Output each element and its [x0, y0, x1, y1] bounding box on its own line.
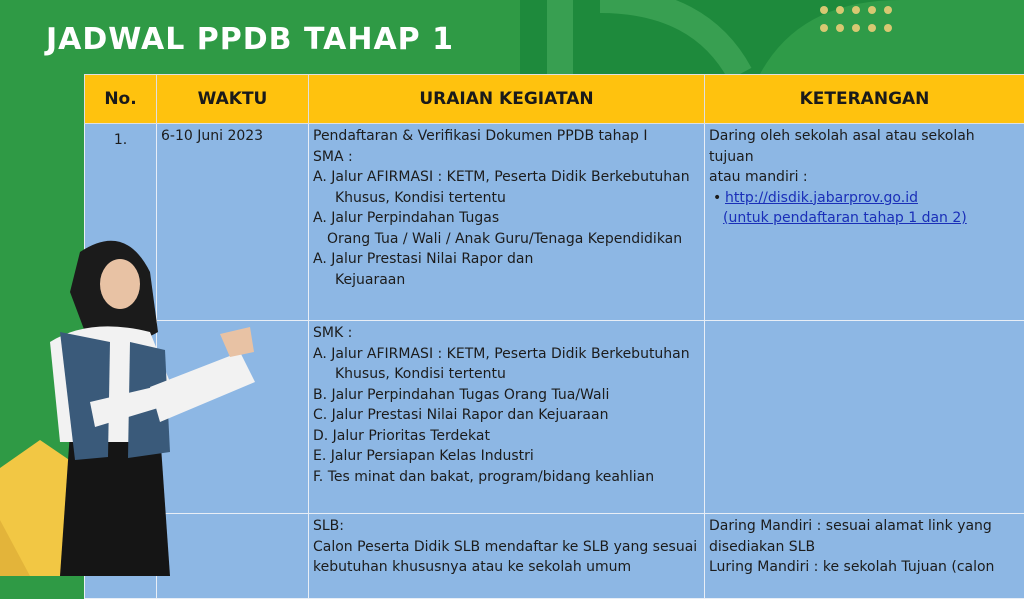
table-header-row [85, 75, 1024, 124]
row-activity [309, 514, 705, 599]
dot-pattern [820, 6, 900, 42]
note-line: atau mandiri : [709, 167, 1020, 188]
activity-line: Kejuaraan [313, 270, 700, 291]
note-line: Daring oleh sekolah asal atau sekolah tujuan [709, 126, 1020, 167]
row-date: 6-10 Juni 2023 [157, 124, 309, 321]
activity-line: E. Jalur Persiapan Kelas Industri [313, 446, 700, 467]
note-line: Daring Mandiri : sesuai alamat link yang [709, 516, 1020, 537]
row-number: 1. [85, 124, 157, 321]
activity-line: A. Jalur AFIRMASI : KETM, Peserta Didik Berkebutuhan [313, 344, 700, 365]
activity-line: A. Jalur AFIRMASI : KETM, Peserta Didik Berkebutuhan [313, 167, 700, 188]
header-waktu: WAKTU [157, 75, 309, 124]
note-line: Luring Mandiri : ke sekolah Tujuan (calon [709, 557, 1020, 578]
header-keterangan: KETERANGAN [705, 75, 1024, 124]
activity-line: Pendaftaran & Verifikasi Dokumen PPDB tahap I [313, 126, 700, 147]
activity-line: A. Jalur Prestasi Nilai Rapor dan [313, 249, 700, 270]
activity-line: SMA : [313, 147, 700, 168]
row-activity [309, 124, 705, 321]
activity-line: C. Jalur Prestasi Nilai Rapor dan Kejuaraan [313, 405, 700, 426]
registration-link-note[interactable]: (untuk pendaftaran tahap 1 dan 2) [709, 208, 1020, 229]
page-title: JADWAL PPDB TAHAP 1 [46, 22, 454, 57]
row-activity [309, 321, 705, 514]
activity-line: Orang Tua / Wali / Anak Guru/Tenaga Kependidikan [313, 229, 700, 250]
header-no: No. [85, 75, 157, 124]
activity-line: Calon Peserta Didik SLB mendaftar ke SLB yang sesuai [313, 537, 700, 558]
presenter-figure [30, 232, 270, 576]
activity-line: F. Tes minat dan bakat, program/bidang keahlian [313, 467, 700, 488]
row-note [705, 124, 1024, 321]
activity-line: B. Jalur Perpindahan Tugas Orang Tua/Wali [313, 385, 700, 406]
activity-line: SLB: [313, 516, 700, 537]
note-bullet [709, 188, 1020, 209]
activity-line: D. Jalur Prioritas Terdekat [313, 426, 700, 447]
activity-line: Khusus, Kondisi tertentu [313, 364, 700, 385]
activity-line: A. Jalur Perpindahan Tugas [313, 208, 700, 229]
note-line: disediakan SLB [709, 537, 1020, 558]
activity-line: kebutuhan khususnya atau ke sekolah umum [313, 557, 700, 578]
registration-link[interactable]: http://disdik.jabarprov.go.id [725, 190, 918, 206]
activity-line: Khusus, Kondisi tertentu [313, 188, 700, 209]
row-note [705, 321, 1024, 514]
header-uraian: URAIAN KEGIATAN [309, 75, 705, 124]
activity-line: SMK : [313, 323, 700, 344]
row-note [705, 514, 1024, 599]
